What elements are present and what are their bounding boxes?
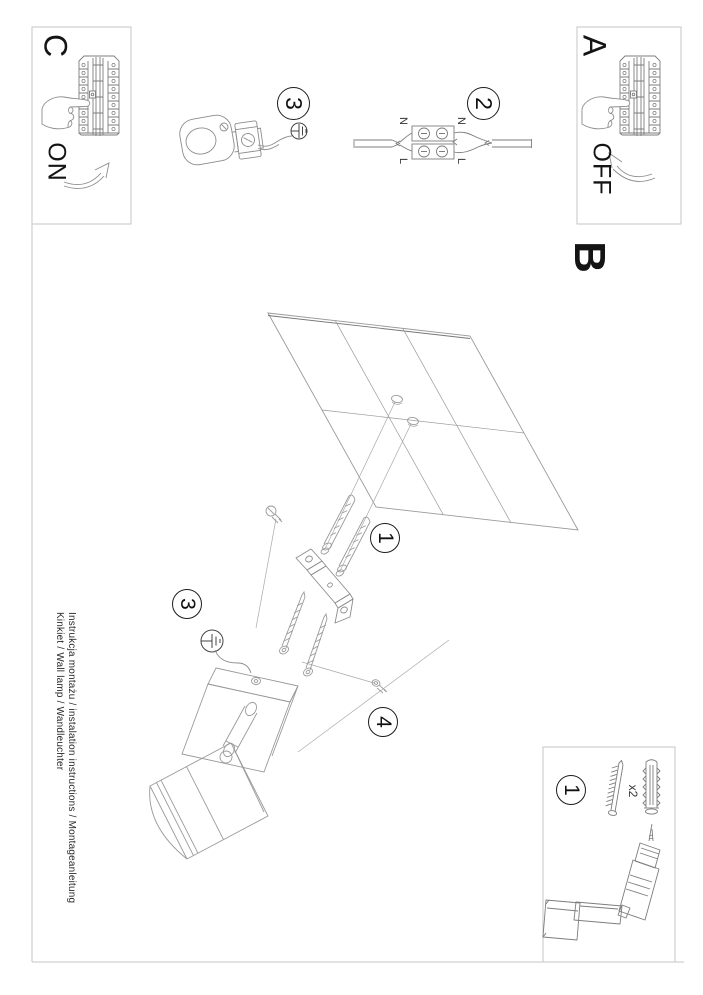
- kit-quantity-label: x2: [626, 784, 640, 798]
- panel-label-a: A: [576, 34, 613, 58]
- curved-arrow-on-icon: [64, 163, 109, 188]
- step-badge-4: 4: [368, 707, 398, 737]
- leader-lines: [256, 402, 449, 752]
- kit-badge-1: 1: [556, 775, 586, 805]
- exploded-view: [150, 313, 578, 859]
- grounding-screw: [266, 506, 282, 523]
- switch-label-off: OFF: [587, 142, 616, 196]
- lamp-base: [182, 668, 298, 772]
- step-badge-1: 1: [370, 523, 400, 553]
- step3-bracket-illustration: [177, 113, 307, 167]
- kit-wall-plug: [643, 760, 660, 814]
- curved-arrow-off-icon: [609, 153, 655, 181]
- mounting-bracket: [296, 549, 353, 623]
- wall-plug: [335, 517, 370, 577]
- wire-label-n-right: N: [455, 117, 467, 125]
- step-badge-3-lower: 3: [172, 589, 202, 619]
- lamp-pivot-arm: [220, 700, 259, 763]
- footer-line1: Instrukcja montażu / instalation instructions / Montageanleitung: [66, 612, 77, 904]
- earth-symbol-icon: [291, 123, 307, 139]
- switch-label-on: ON: [42, 142, 71, 182]
- mounting-screw: [278, 592, 305, 656]
- step-badge-2: 2: [467, 87, 500, 120]
- footer-text: [54, 612, 77, 903]
- wire-label-n-left: N: [397, 117, 409, 125]
- earth-symbol-icon: [201, 630, 223, 652]
- kit-screw: [606, 761, 623, 817]
- wire-label-l-right: L: [455, 157, 467, 165]
- panel-label-c: C: [37, 33, 74, 59]
- earth-wire: [215, 650, 251, 673]
- fixing-screw: [371, 679, 387, 693]
- panel-label-b: B: [565, 241, 614, 273]
- wire-label-l-left: L: [397, 157, 409, 165]
- step-badge-3: 3: [277, 87, 310, 120]
- step2-wiring-diagram: [354, 126, 532, 159]
- pointing-hand-icon: [42, 97, 90, 129]
- wall-panel: [268, 313, 578, 530]
- lamp-head: [150, 743, 268, 859]
- drill-icon: [543, 824, 660, 940]
- footer-line2: Kinkiet / Wall lamp / Wandleuchter: [54, 612, 66, 771]
